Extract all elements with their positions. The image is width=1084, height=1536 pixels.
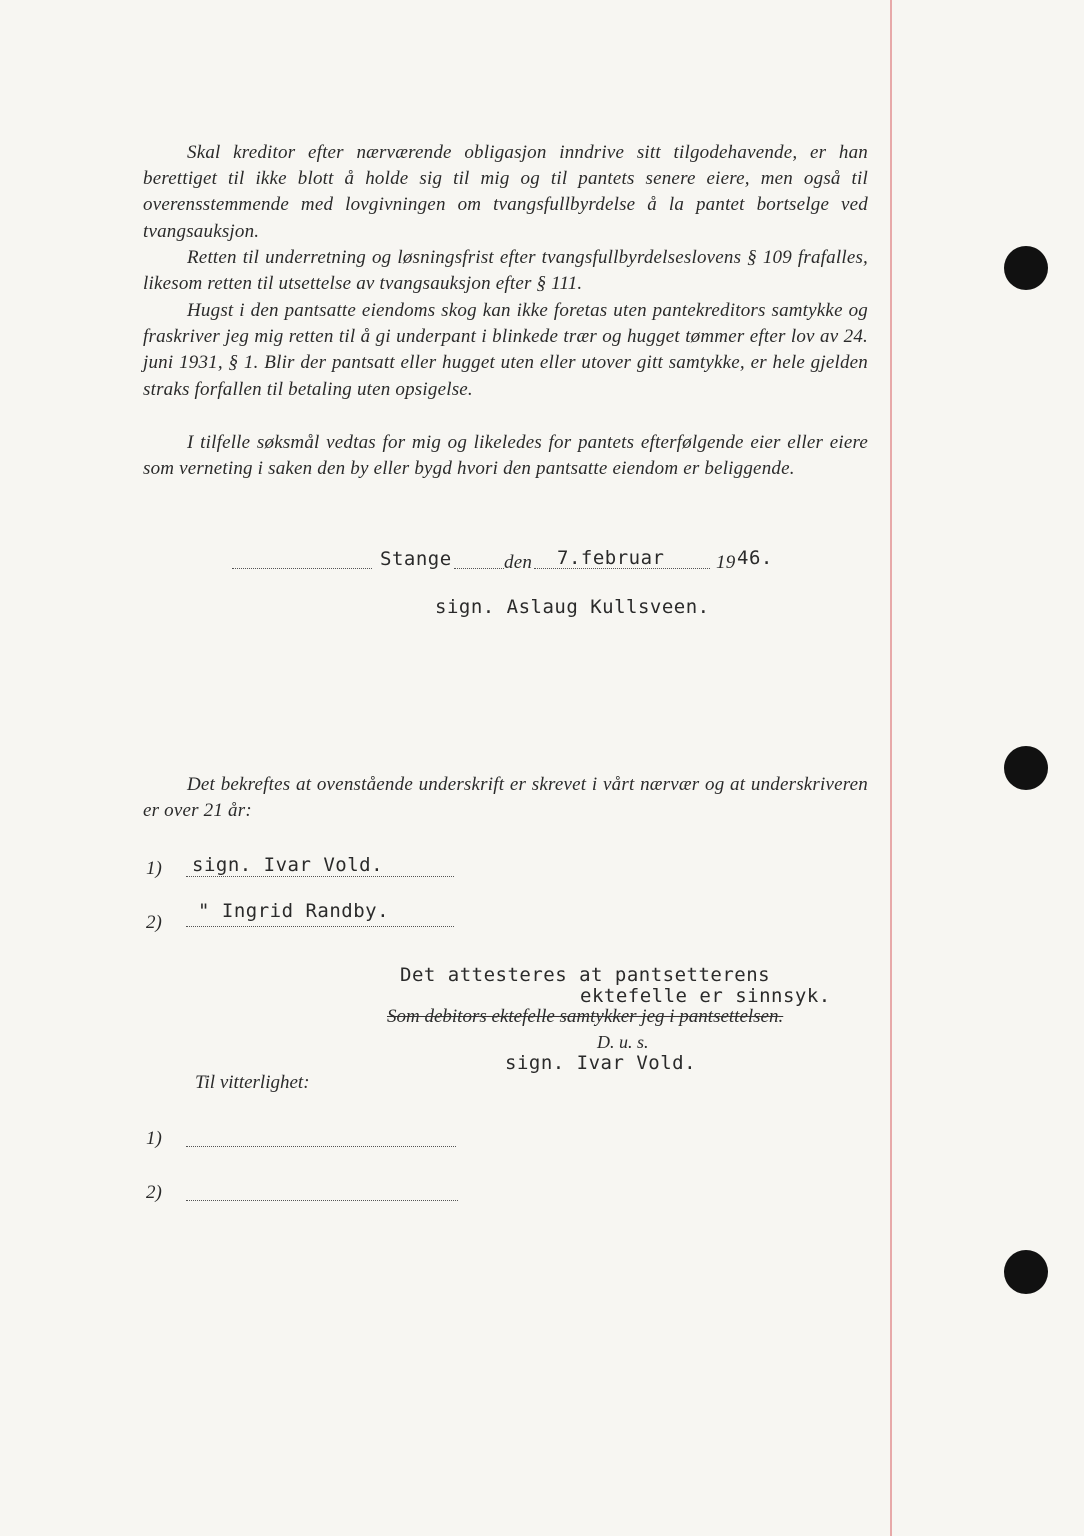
year-prefix: 19 xyxy=(716,552,736,573)
attest-signature: sign. Ivar Vold. xyxy=(505,1052,697,1074)
vitterlighet-line-1 xyxy=(146,1124,458,1154)
witness-confirmation: Det bekreftes at ovenstående underskrift er skrevet i vårt nærvær og at underskriveren er over 21 år: xyxy=(143,774,868,822)
year-suffix: 46. xyxy=(737,547,773,569)
dateline xyxy=(232,546,792,576)
vitterlighet-number: 1) xyxy=(146,1128,162,1149)
witness-number: 1) xyxy=(146,858,162,879)
clause-logging: Hugst i den pantsatte eiendoms skog kan ikke foretas uten pantekreditors samtykke og fraskriver jeg mig retten til å gi underpant i blinkede trær og hugget tømmer efter lov av 24. juni 1931, § 1. Blir der pantsatt eller hugget uten eller utover gitt samtykke, er hele gjelden straks forfallen til betaling uten opsigelse. xyxy=(143,300,868,400)
vitterlighet-number: 2) xyxy=(146,1182,162,1203)
witness-name: " Ingrid Randby. xyxy=(198,900,390,922)
struck-consent-line: Som debitors ektefelle samtykker jeg i pantsettelsen. xyxy=(387,1006,784,1027)
attest-line-2: ektefelle er sinnsyk. xyxy=(580,985,831,1007)
punch-hole xyxy=(1004,746,1048,790)
punch-hole xyxy=(1004,246,1048,290)
main-signature: sign. Aslaug Kullsveen. xyxy=(435,596,710,618)
margin-rule xyxy=(890,0,892,1536)
vitterlighet-label: Til vitterlighet: xyxy=(195,1072,310,1093)
witness-line-1 xyxy=(146,854,456,884)
vitterlighet-line-2 xyxy=(146,1178,458,1208)
place: Stange xyxy=(380,548,452,570)
punch-hole xyxy=(1004,1250,1048,1294)
clause-venue: I tilfelle søksmål vedtas for mig og likeledes for pantets efterfølgende eier eller eiere som verneting i saken den by eller bygd hvori den pantsatte eiendom er beliggende. xyxy=(143,432,868,480)
clause-enforcement: Skal kreditor efter nærværende obligasjon inndrive sitt tilgodehavende, er han berettiget til ikke blott å holde sig til mig og til pantets senere eiere, men også til overensstemmende med lovgivningen om tvangsfullbyrdelse å la pantet bortselge ved tvangsauksjon. xyxy=(143,142,868,242)
date: 7.februar xyxy=(557,547,665,569)
attest-line-1: Det attesteres at pantsetterens xyxy=(400,964,771,986)
dus-label: D. u. s. xyxy=(597,1032,649,1052)
witness-number: 2) xyxy=(146,912,162,933)
witness-name: sign. Ivar Vold. xyxy=(192,854,384,876)
clause-notice-waiver: Retten til underretning og løsningsfrist efter tvangsfullbyrdelseslovens § 109 frafalles, likesom retten til utsettelse av tvangsauksjon efter § 111. xyxy=(143,247,868,295)
witness-line-2 xyxy=(146,898,456,933)
den-label: den xyxy=(504,552,533,573)
